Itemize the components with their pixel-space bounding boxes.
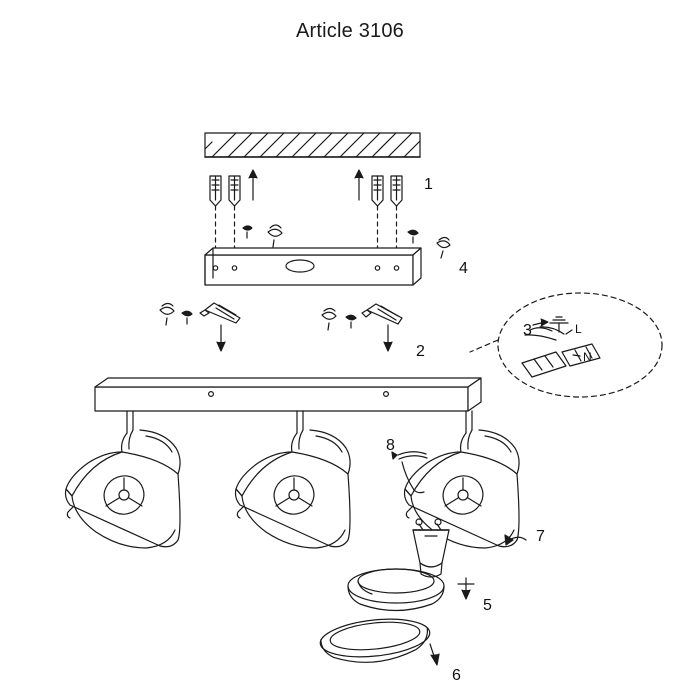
spotlight-head-2 (236, 411, 351, 548)
washer-left-small (182, 311, 192, 324)
mounting-plate (205, 248, 421, 285)
ceiling-band (205, 133, 420, 157)
callout-5: 5 (483, 597, 492, 614)
gu10-lamp (413, 519, 449, 577)
callout-1: 1 (424, 176, 433, 193)
washer-right (322, 309, 336, 331)
screw-down-arrow-right (384, 325, 392, 351)
wire-label-neutral: N (583, 350, 592, 364)
washer-right-small (346, 315, 356, 328)
decorative-ring-arrow (430, 644, 439, 665)
page-title: Article 3106 (295, 20, 404, 42)
screw-detail-c (408, 230, 418, 243)
callout-6: 6 (452, 667, 461, 684)
wall-plug-left-a (210, 176, 221, 206)
wiring-detail-bubble (470, 293, 662, 397)
reflector-ring (348, 569, 444, 611)
washer-left (160, 304, 174, 326)
wall-plug-right-a (372, 176, 383, 206)
screw-down-arrow-left (217, 325, 225, 351)
callout-4: 4 (459, 260, 468, 277)
wall-plug-right-b (391, 176, 402, 206)
callout-3: 3 (523, 322, 532, 339)
screw-left-long (200, 303, 240, 323)
reflector-insert-arrow (458, 578, 474, 599)
spotlight-head-1 (66, 411, 181, 548)
screw-right-long (362, 304, 402, 324)
screw-detail-a (243, 226, 252, 238)
screw-detail-d (437, 238, 450, 259)
wire-label-live: L (575, 322, 582, 336)
callout-8: 8 (386, 437, 395, 454)
wall-plug-left-b (229, 176, 240, 206)
decorative-ring (318, 614, 431, 667)
insert-arrow-right (355, 170, 363, 200)
insert-arrow-left (249, 170, 257, 200)
callout-2: 2 (416, 343, 425, 360)
callout-7: 7 (536, 528, 545, 545)
fixture-bar (95, 378, 481, 411)
screw-detail-b (268, 225, 282, 247)
alignment-guides (216, 206, 397, 252)
